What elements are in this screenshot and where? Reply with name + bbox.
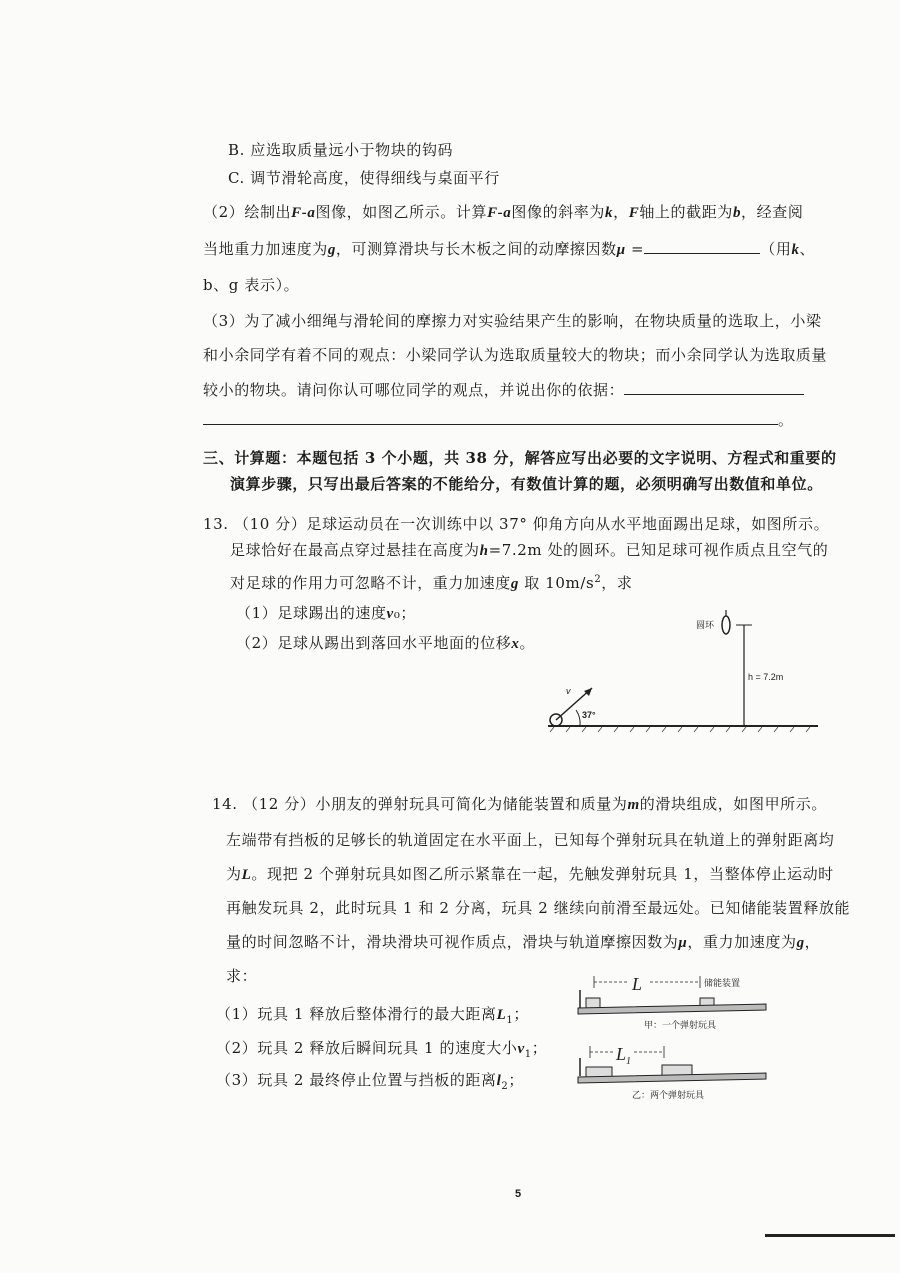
q14-line6: 求： xyxy=(226,967,258,985)
q13-line1: 13. （10 分）足球运动员在一次训练中以 37° 仰角方向从水平地面踢出足球，如图所示。 xyxy=(203,515,830,533)
q14-line4: 再触发玩具 2，此时玩具 1 和 2 分离，玩具 2 继续向前滑至最远处。已知储能装置释放能 xyxy=(226,899,851,917)
q14-line3: 为L。现把 2 个弹射玩具如图乙所示紧靠在一起，先触发弹射玩具 1，当整体停止运动时 xyxy=(226,865,834,883)
q12-part2-line1: （2）绘制出F-a图像，如图乙所示。计算F-a图像的斜率为k，F轴上的截距为b，经查阅 xyxy=(203,203,804,221)
angle-arc xyxy=(576,710,580,726)
q12-part3-line2: 和小余同学有着不同的观点：小梁同学认为选取质量较大的物块；而小余同学认为选取质量 xyxy=(203,346,828,364)
velocity-label: v xyxy=(566,686,571,696)
q13-subq2: （2）足球从踢出到落回水平地面的位移x。 xyxy=(236,634,536,652)
q12-part3-line4: 。 xyxy=(203,410,794,430)
distance-label-L: L xyxy=(632,974,643,994)
q13-line3: 对足球的作用力可忽略不计，重力加速度g 取 $10m/s^2$，求 xyxy=(230,574,633,592)
q14-line2: 左端带有挡板的足够长的轨道固定在水平面上，已知每个弹射玩具在轨道上的弹射距离均 xyxy=(226,831,835,849)
q14-line5: 量的时间忽略不计，滑块滑块可视作质点，滑块与轨道摩擦因数为μ，重力加速度为g， xyxy=(226,933,821,951)
option-b: B. 应选取质量远小于物块的钩码 xyxy=(228,141,454,159)
answer-blank-mu[interactable] xyxy=(644,253,760,254)
q13-line2: 足球恰好在最高点穿过悬挂在高度为h=7.2m 处的圆环。已知足球可视作质点且空气的 xyxy=(230,541,829,559)
angle-label: 37° xyxy=(582,710,596,720)
q14-subq2: （2）玩具 2 释放后瞬间玩具 1 的速度大小$v_1$； xyxy=(216,1039,548,1060)
height-label: h = 7.2m xyxy=(748,672,784,682)
q13-figure xyxy=(540,608,825,748)
option-c: C. 调节滑轮高度，使得细线与桌面平行 xyxy=(228,169,500,187)
distance-label-L1: $L_1$ xyxy=(616,1044,632,1067)
q12-part2-line3: b、g 表示）。 xyxy=(203,276,300,294)
storage-label: 储能装置 xyxy=(704,978,741,988)
caption-a: 甲：一个弹射玩具 xyxy=(644,1020,717,1030)
ring-icon xyxy=(722,616,730,634)
q14-subq3: （3）玩具 2 最终停止位置与挡板的距离$l_2$； xyxy=(216,1071,524,1092)
q14-subq1: （1）玩具 1 释放后整体滑行的最大距离$L_1$； xyxy=(216,1005,529,1026)
answer-blank-reason[interactable] xyxy=(203,424,778,425)
q14-figure xyxy=(572,970,772,1105)
track-a xyxy=(578,1004,766,1014)
section3-title-line1: 三、计算题：本题包括 3 个小题，共 38 分，解答应写出必要的文字说明、方程式和重要的 xyxy=(203,449,837,467)
ground-hatch xyxy=(550,727,810,732)
page-number: 5 xyxy=(515,1188,522,1200)
answer-blank-opinion[interactable] xyxy=(624,394,804,395)
q12-part2-line2: 当地重力加速度为g，可测算滑块与长木板之间的动摩擦因数μ = （用k、 xyxy=(203,240,816,258)
ring-label: 圆环 xyxy=(696,620,715,630)
caption-b: 乙：两个弹射玩具 xyxy=(632,1090,705,1100)
q12-part3-line3: 较小的物块。请问你认可哪位同学的观点，并说出你的依据： xyxy=(203,380,804,400)
q14-line1: 14. （12 分）小朋友的弹射玩具可简化为储能装置和质量为m的滑块组成，如图甲所示。 xyxy=(212,795,827,813)
q12-part3-line1: （3）为了减小细绳与滑轮间的摩擦力对实验结果产生的影响，在物块质量的选取上，小梁 xyxy=(203,312,822,330)
scan-edge-line xyxy=(765,1234,895,1237)
q13-subq1: （1）足球踢出的速度v₀； xyxy=(236,604,417,622)
section3-title-line2: 演算步骤，只写出最后答案的不能给分，有数值计算的题，必须明确写出数值和单位。 xyxy=(230,475,823,493)
